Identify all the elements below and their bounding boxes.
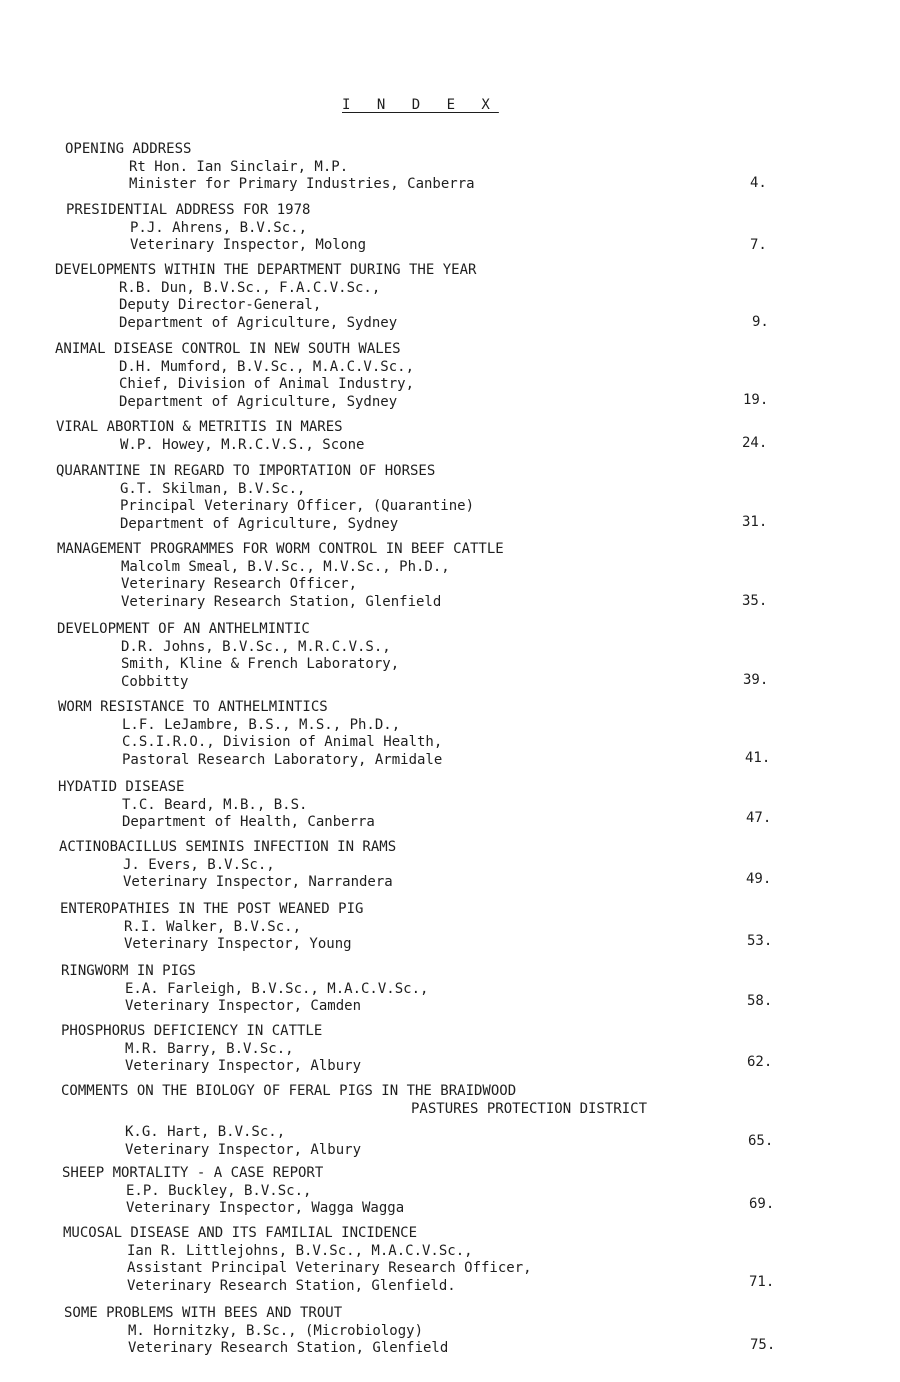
entry-page-number: 65.: [748, 1133, 774, 1149]
index-entry: [58, 699, 442, 769]
index-entry: [66, 202, 366, 255]
entry-page-number: 62.: [747, 1054, 773, 1070]
index-entry: [61, 1023, 361, 1076]
entry-author-line: L.F. LeJambre, B.S., M.S., Ph.D.,: [122, 716, 401, 733]
entry-author-line: Veterinary Inspector, Wagga Wagga: [126, 1200, 405, 1216]
entry-heading: SHEEP MORTALITY - A CASE REPORT: [62, 1165, 324, 1181]
entry-author-line: Veterinary Inspector, Albury: [125, 1141, 362, 1158]
index-entry: [55, 341, 414, 411]
entry-heading: ACTINOBACILLUS SEMINIS INFECTION IN RAMS: [59, 839, 397, 855]
entry-author-line: R.B. Dun, B.V.Sc., F.A.C.V.Sc.,: [119, 279, 381, 296]
entry-author-line: Veterinary Inspector, Albury: [125, 1058, 362, 1074]
entry-author-line: K.G. Hart, B.V.Sc.,: [125, 1124, 286, 1140]
entry-heading: RINGWORM IN PIGS: [61, 963, 196, 979]
entry-author-line: E.P. Buckley, B.V.Sc.,: [126, 1182, 312, 1199]
entry-author-line: Principal Veterinary Officer, (Quarantine): [120, 498, 475, 514]
entry-author-line: D.H. Mumford, B.V.Sc., M.A.C.V.Sc.,: [119, 358, 415, 375]
entry-heading: VIRAL ABORTION & METRITIS IN MARES: [56, 419, 343, 435]
entry-author-line: Department of Agriculture, Sydney: [120, 515, 399, 532]
entry-heading: MUCOSAL DISEASE AND ITS FAMILIAL INCIDENCE: [63, 1225, 418, 1241]
entry-author-line: T.C. Beard, M.B., B.S.: [122, 796, 308, 813]
entry-author-line: E.A. Farleigh, B.V.Sc., M.A.C.V.Sc.,: [125, 980, 429, 997]
entry-author-line: Veterinary Research Station, Glenfield.: [127, 1277, 456, 1294]
page-title: I N D E X: [342, 97, 499, 113]
entry-page-number: 9.: [752, 314, 769, 330]
entry-page-number: 41.: [745, 750, 771, 766]
index-entry: [61, 1083, 647, 1159]
entry-page-number: 24.: [742, 435, 768, 451]
entry-heading: DEVELOPMENT OF AN ANTHELMINTIC: [57, 621, 310, 637]
entry-author-line: Department of Agriculture, Sydney: [119, 314, 398, 331]
entry-author-line: Veterinary Inspector, Molong: [130, 237, 367, 253]
entry-page-number: 69.: [749, 1196, 775, 1212]
index-entry: [58, 779, 375, 832]
entry-author-line: D.R. Johns, B.V.Sc., M.R.C.V.S.,: [121, 638, 391, 655]
entry-author-line: Veterinary Research Officer,: [121, 576, 358, 592]
entry-author-line: Veterinary Inspector, Young: [124, 936, 352, 952]
entry-author-line: Ian R. Littlejohns, B.V.Sc., M.A.C.V.Sc.,: [127, 1242, 473, 1259]
index-entry: [64, 1305, 448, 1358]
index-entry: [56, 463, 474, 533]
entry-heading: QUARANTINE IN REGARD TO IMPORTATION OF HORSES: [56, 463, 436, 479]
index-entry: [63, 1225, 532, 1295]
entry-heading: COMMENTS ON THE BIOLOGY OF FERAL PIGS IN THE BRAIDWOOD: [61, 1083, 517, 1099]
entry-author-line: Department of Agriculture, Sydney: [119, 393, 398, 410]
index-entry: [56, 419, 364, 454]
entry-author-line: Department of Health, Canberra: [122, 814, 375, 830]
entry-heading: ENTEROPATHIES IN THE POST WEANED PIG: [60, 901, 364, 917]
entry-heading: HYDATID DISEASE: [58, 779, 185, 795]
index-entry: [57, 541, 504, 611]
entry-author-line: J. Evers, B.V.Sc.,: [123, 856, 275, 873]
entry-author-line: Minister for Primary Industries, Canberra: [129, 176, 475, 192]
entry-author-line: Pastoral Research Laboratory, Armidale: [122, 751, 443, 768]
entry-page-number: 19.: [743, 392, 769, 408]
entry-heading: SOME PROBLEMS WITH BEES AND TROUT: [64, 1305, 343, 1321]
entry-author-line: Rt Hon. Ian Sinclair, M.P.: [129, 158, 349, 175]
entry-author-line: Assistant Principal Veterinary Research Officer,: [127, 1260, 532, 1276]
entry-page-number: 7.: [750, 237, 767, 253]
entry-heading: WORM RESISTANCE TO ANTHELMINTICS: [58, 699, 328, 715]
index-entry: [55, 262, 476, 332]
index-entry: [60, 901, 363, 954]
entry-heading: MANAGEMENT PROGRAMMES FOR WORM CONTROL IN BEEF CATTLE: [57, 541, 504, 557]
entry-page-number: 35.: [742, 593, 768, 609]
entry-heading: ANIMAL DISEASE CONTROL IN NEW SOUTH WALES: [55, 341, 401, 357]
entry-author-line: Veterinary Inspector, Camden: [125, 998, 362, 1014]
entry-page-number: 53.: [747, 933, 773, 949]
entry-author-line: M. Hornitzky, B.Sc., (Microbiology): [128, 1322, 424, 1339]
index-entry: [59, 839, 396, 892]
entry-page-number: 58.: [747, 993, 773, 1009]
entry-author-line: P.J. Ahrens, B.V.Sc.,: [130, 219, 308, 236]
entry-author-line: Malcolm Smeal, B.V.Sc., M.V.Sc., Ph.D.,: [121, 558, 450, 575]
entry-heading: DEVELOPMENTS WITHIN THE DEPARTMENT DURING THE YEAR: [55, 262, 477, 278]
entry-heading: PHOSPHORUS DEFICIENCY IN CATTLE: [61, 1023, 323, 1039]
entry-author-line: Chief, Division of Animal Industry,: [119, 376, 415, 392]
entry-page-number: 39.: [743, 672, 769, 688]
entry-author-line: G.T. Skilman, B.V.Sc.,: [120, 480, 306, 497]
entry-page-number: 31.: [742, 514, 768, 530]
entry-author-line: C.S.I.R.O., Division of Animal Health,: [122, 734, 443, 750]
entry-author-line: Deputy Director-General,: [119, 297, 322, 313]
entry-heading-continued: PASTURES PROTECTION DISTRICT: [411, 1100, 648, 1117]
entry-author-line: W.P. Howey, M.R.C.V.S., Scone: [120, 436, 365, 453]
entry-author-line: R.I. Walker, B.V.Sc.,: [124, 918, 302, 935]
entry-page-number: 75.: [750, 1337, 776, 1353]
entry-page-number: 49.: [746, 871, 772, 887]
entry-author-line: Veterinary Research Station, Glenfield: [121, 593, 442, 610]
index-entry: [57, 621, 399, 691]
index-entry: [61, 963, 428, 1016]
entry-heading: PRESIDENTIAL ADDRESS FOR 1978: [66, 202, 311, 218]
entry-author-line: Veterinary Research Station, Glenfield: [128, 1340, 449, 1356]
entry-page-number: 71.: [749, 1274, 775, 1290]
entry-heading: OPENING ADDRESS: [65, 141, 192, 157]
entry-page-number: 47.: [746, 810, 772, 826]
index-entry: [62, 1165, 404, 1218]
entry-author-line: Veterinary Inspector, Narrandera: [123, 874, 393, 890]
entry-author-line: Cobbitty: [121, 673, 189, 690]
entry-page-number: 4.: [750, 175, 767, 191]
index-entry: [65, 141, 475, 194]
entry-author-line: Smith, Kline & French Laboratory,: [121, 656, 400, 672]
entry-author-line: M.R. Barry, B.V.Sc.,: [125, 1040, 294, 1057]
